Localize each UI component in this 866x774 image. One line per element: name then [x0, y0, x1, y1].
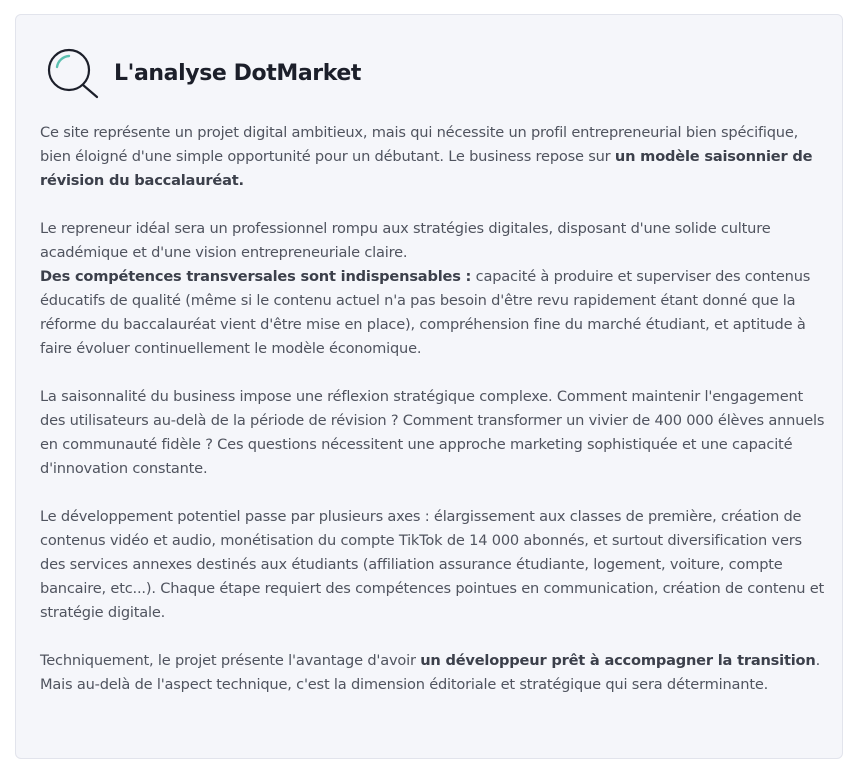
page-title: L'analyse DotMarket	[114, 60, 362, 86]
magnifier-icon	[44, 45, 102, 101]
paragraph-bold: un développeur prêt à accompagner la transition	[420, 652, 816, 669]
analysis-card	[15, 14, 843, 759]
paragraph-text: Techniquement, le projet présente l'avantage d'avoir	[40, 652, 421, 669]
paragraph-text: Le repreneur idéal sera un professionnel rompu aux stratégies digitales, disposant d'une solide culture académique et d'une vision entrepreneuriale claire.	[40, 220, 771, 261]
paragraph-bold: un modèle saisonnier de révision du baccalauréat.	[40, 148, 813, 189]
paragraph-text: . Mais au-delà de l'aspect technique, c'est la dimension éditoriale et stratégique qui sera déterminante.	[40, 652, 821, 693]
paragraph-business-model	[40, 121, 830, 193]
paragraph-technical	[40, 649, 830, 697]
paragraph-development	[40, 505, 830, 625]
paragraph-skills	[40, 265, 830, 361]
analysis-content	[40, 121, 830, 697]
paragraph-text: capacité à produire et superviser des contenus éducatifs de qualité (même si le contenu actuel n'a pas besoin d'être revu rapidement étant donné que la réforme du baccalauréat vient d'être mise en place), compréhension fine du marché étudiant, et aptitude à faire évoluer continuellement le modèle économique.	[40, 268, 811, 357]
card-header	[44, 45, 361, 101]
paragraph-seasonality	[40, 385, 830, 481]
paragraph-text: Ce site représente un projet digital ambitieux, mais qui nécessite un profil entrepreneurial bien spécifique, bien éloigné d'une simple opportunité pour un débutant. Le business repose sur	[40, 124, 799, 165]
paragraph-ideal-buyer	[40, 217, 830, 265]
paragraph-bold: Des compétences transversales sont indispensables :	[40, 268, 472, 285]
paragraph-text: Le développement potentiel passe par plusieurs axes : élargissement aux classes de première, création de contenus vidéo et audio, monétisation du compte TikTok de 14 000 abonnés, et surtout diversification vers des services annexes destinés aux étudiants (affiliation assurance étudiante, logement, voiture, compte bancaire, etc...). Chaque étape requiert des compétences pointues en communication, création de contenu et stratégie digitale.	[40, 508, 825, 621]
paragraph-text: La saisonnalité du business impose une réflexion stratégique complexe. Comment maintenir l'engagement des utilisateurs au-delà de la période de révision ? Comment transformer un vivier de 400 000 élèves annuels en communauté fidèle ? Ces questions nécessitent une approche marketing sophistiquée et une capacité d'innovation constante.	[40, 388, 825, 477]
